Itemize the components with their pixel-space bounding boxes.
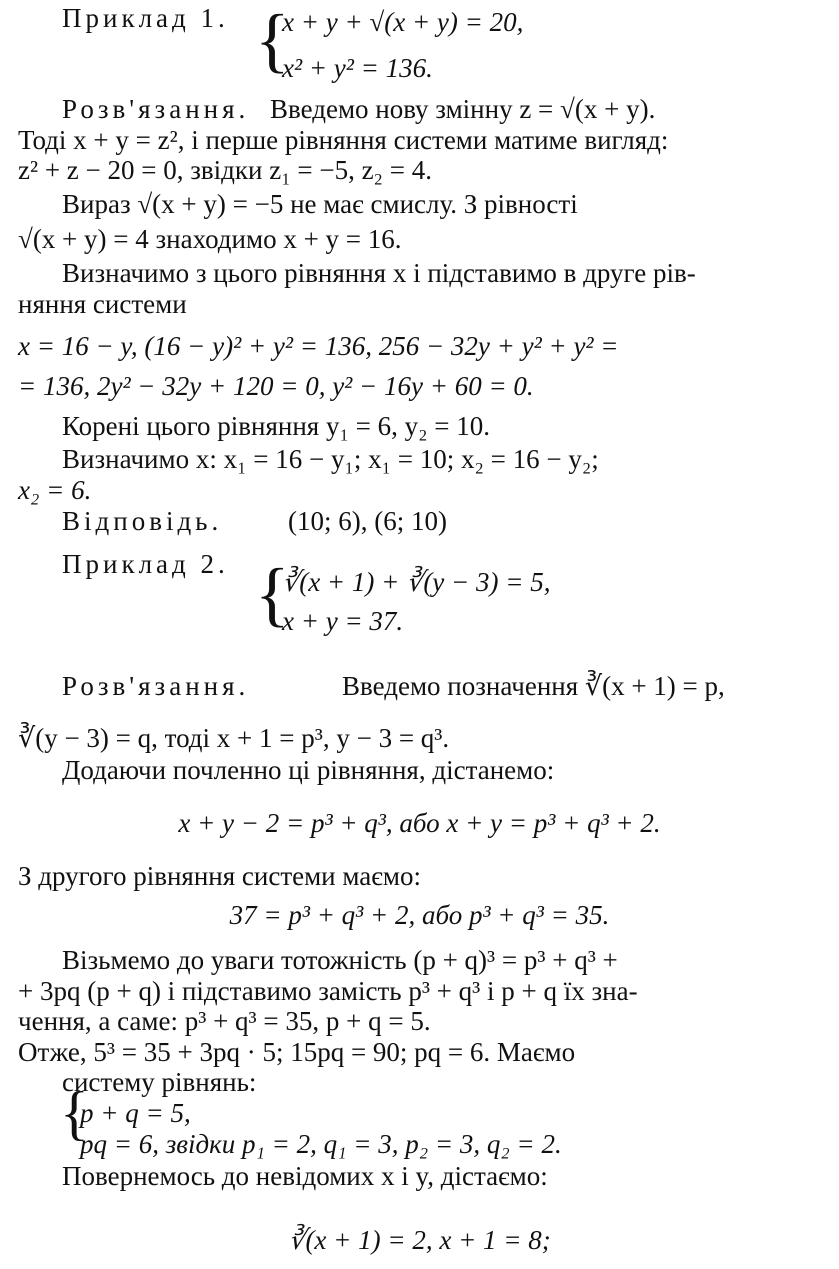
centered-equation: 37 = p³ + q³ + 2, або p³ + q³ = 35.: [229, 900, 610, 930]
equation: x² + y² = 136.: [282, 53, 433, 83]
system-brace: {: [255, 554, 290, 634]
equation: ∛(x + 1) + ∛(y − 3) = 5,: [282, 567, 551, 597]
equation: pq = 6, звідки p₁ = 2, q₁ = 3, p₂ = 3, q₂ = 2.: [80, 1129, 562, 1159]
text-line: √(x + y) = 4 знаходимо x + y = 16.: [18, 224, 402, 254]
text-line: Введемо позначення ∛(x + 1) = p,: [342, 671, 725, 701]
text-line: Повернемось до невідомих x і y, дістаємо:: [62, 1161, 548, 1191]
text-line: z² + z − 20 = 0, звідки z₁ = −5, z₂ = 4.: [18, 155, 432, 185]
equation: x + y = 37.: [282, 606, 404, 636]
equation: p + q = 5,: [80, 1098, 191, 1128]
solution-label: Розв'язання.: [62, 671, 250, 701]
centered-equation: x + y − 2 = p³ + q³, або x + y = p³ + q³ + 2.: [178, 808, 661, 838]
answer-text: (10; 6), (6; 10): [288, 506, 447, 536]
text-line: З другого рівняння системи маємо:: [18, 861, 421, 891]
answer-label: Відповідь.: [62, 506, 223, 536]
text-line: чення, а саме: p³ + q³ = 35, p + q = 5.: [18, 1006, 431, 1036]
text-line: Отже, 5³ = 35 + 3pq · 5; 15pq = 90; pq = 6. Маємо: [18, 1037, 576, 1067]
text-line: Корені цього рівняння y₁ = 6, y₂ = 10.: [62, 411, 490, 441]
text-line: Візьмемо до уваги тотожність (p + q)³ = p³ + q³ +: [62, 945, 618, 975]
example-1-label: Приклад 1.: [62, 3, 229, 33]
centered-equation: ∛(x + 1) = 2, x + 1 = 8;: [288, 1225, 551, 1255]
example-2-label: Приклад 2.: [62, 549, 229, 579]
solution-label: Розв'язання.: [62, 94, 250, 124]
text-line: систему рівнянь:: [62, 1067, 257, 1097]
equation: x = 16 − y, (16 − y)² + y² = 136, 256 − 32y + y² + y² =: [18, 331, 619, 361]
equation: x + y + √(x + y) = 20,: [282, 7, 524, 37]
text-line: ∛(y − 3) = q, тоді x + 1 = p³, y − 3 = q³.: [18, 723, 450, 753]
equation: x₂ = 6.: [18, 475, 92, 505]
system-brace: {: [255, 0, 290, 80]
text-line: няння системи: [18, 289, 187, 319]
equation: = 136, 2y² − 32y + 120 = 0, y² − 16y + 60 = 0.: [18, 371, 534, 401]
system-brace: {: [60, 1080, 89, 1146]
text-line: Визначимо з цього рівняння x і підставимо в друге рів-: [62, 258, 696, 288]
text-line: Додаючи почленно ці рівняння, дістанемо:: [62, 755, 555, 785]
text-line: Визначимо x: x₁ = 16 − y₁; x₁ = 10; x₂ = 16 − y₂;: [62, 444, 599, 474]
text-line: + 3pq (p + q) і підставимо замість p³ + q³ і p + q їх зна-: [18, 976, 638, 1006]
text-line: Введемо нову змінну z = √(x + y).: [270, 94, 656, 124]
text-line: Вираз √(x + y) = −5 не має смислу. З рівності: [62, 189, 578, 219]
text-line: Тоді x + y = z², і перше рівняння системи матиме вигляд:: [18, 125, 669, 155]
